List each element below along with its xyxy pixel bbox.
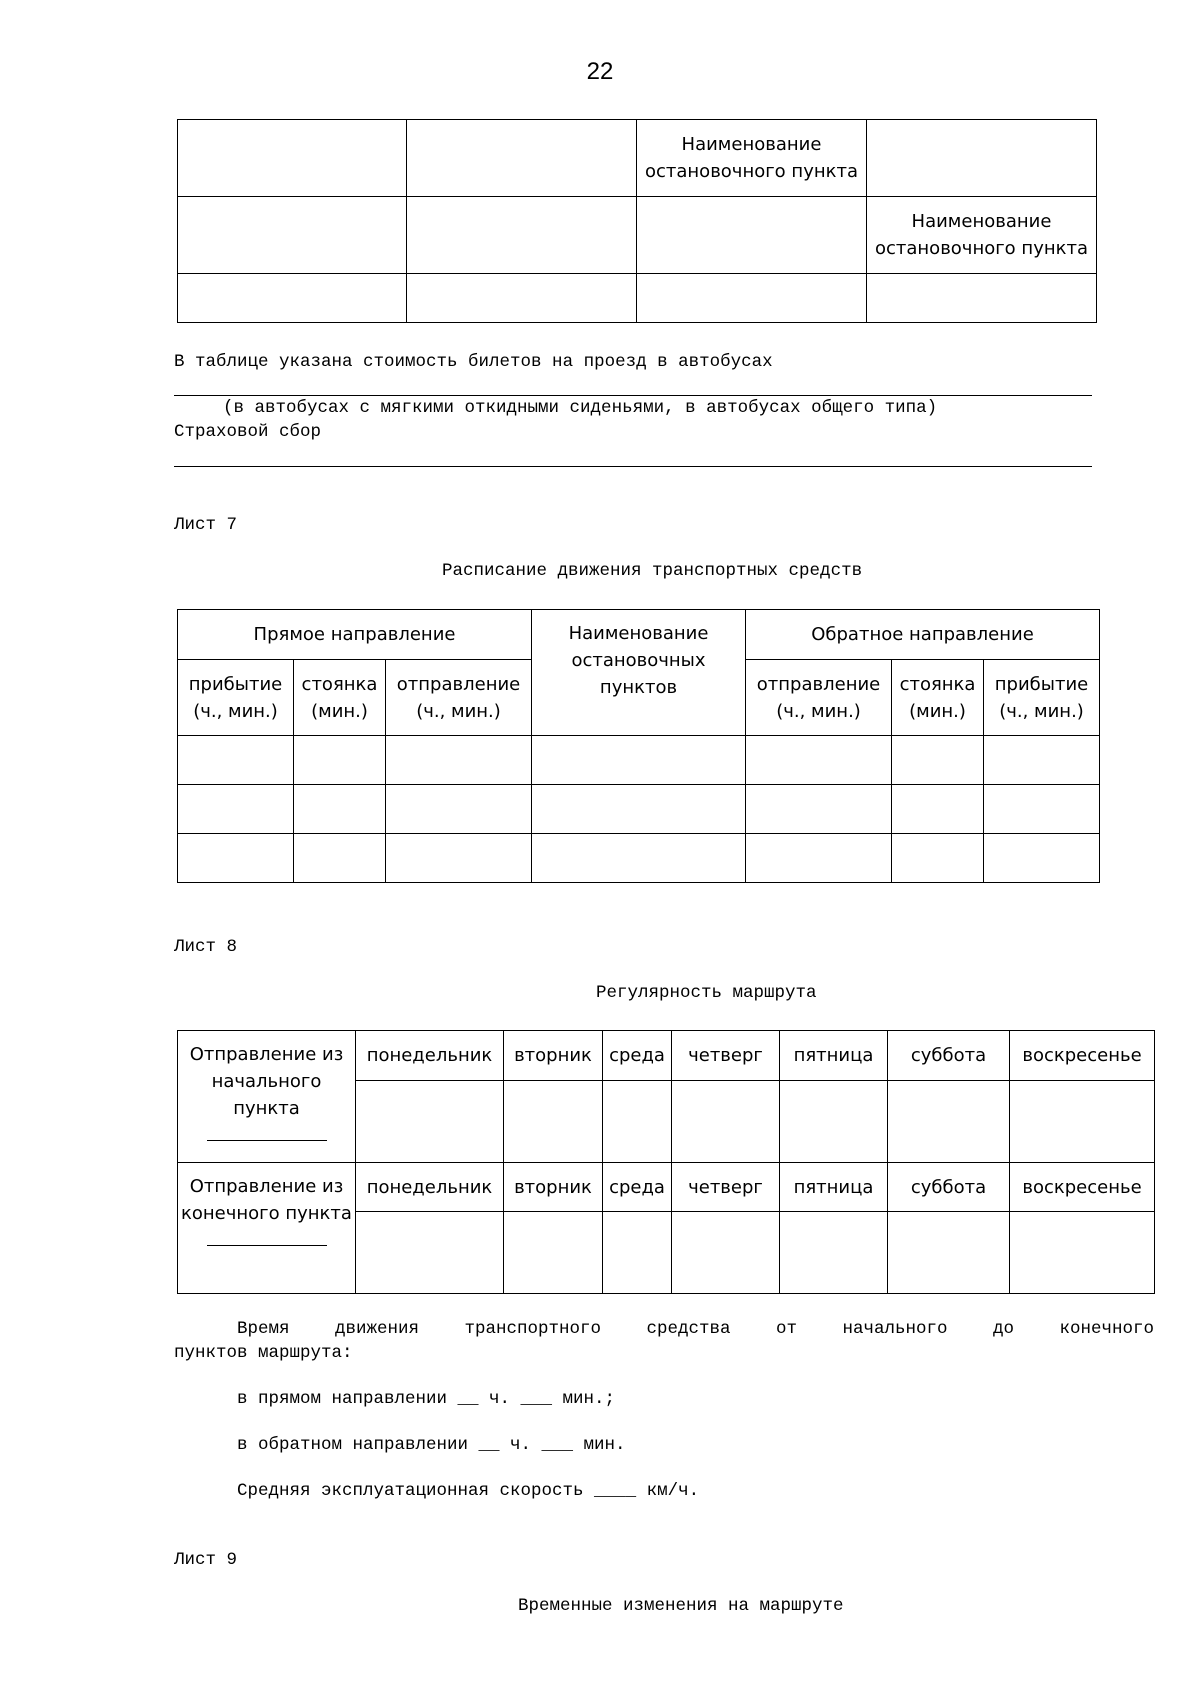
day-header: понедельник	[356, 1031, 504, 1081]
sheet-title: Регулярность маршрута	[596, 983, 817, 1003]
departure-header: отправление (ч., мин.)	[746, 660, 892, 736]
schedule-cell	[984, 785, 1100, 834]
departure-start-label: Отправление из начального пункта	[189, 1044, 344, 1119]
stop-name-cell: Наименование остановочного пункта	[637, 120, 867, 197]
day-header: четверг	[672, 1031, 780, 1081]
forward-direction-header: Прямое направление	[178, 610, 532, 660]
blank-underline	[207, 1140, 327, 1141]
day-header: среда	[603, 1163, 672, 1212]
schedule-cell	[178, 736, 294, 785]
blank-line	[174, 466, 1092, 467]
fare-cell	[867, 120, 1097, 197]
blank-line	[174, 395, 1092, 396]
schedule-cell	[294, 834, 386, 883]
fare-cell	[407, 120, 637, 197]
day-cell	[356, 1212, 504, 1294]
stop-names-header: Наименование остановочных пунктов	[532, 610, 746, 736]
day-cell	[1010, 1212, 1155, 1294]
day-cell	[780, 1081, 888, 1163]
parking-header: стоянка (мин.)	[892, 660, 984, 736]
forward-travel-time: в прямом направлении __ ч. ___ мин.;	[237, 1389, 616, 1409]
day-cell	[888, 1212, 1010, 1294]
schedule-cell	[294, 785, 386, 834]
day-cell	[888, 1081, 1010, 1163]
sheet-label: Лист 8	[174, 937, 238, 957]
sheet-label: Лист 7	[174, 515, 238, 535]
schedule-cell	[892, 834, 984, 883]
fare-note-hint: (в автобусах с мягкими откидными сиденьями, в автобусах общего типа)	[223, 398, 938, 418]
arrival-header: прибытие (ч., мин.)	[178, 660, 294, 736]
regularity-table	[177, 1030, 1155, 1294]
fare-cell	[637, 197, 867, 274]
schedule-cell	[532, 785, 746, 834]
schedule-cell	[892, 785, 984, 834]
day-header: вторник	[504, 1031, 603, 1081]
schedule-cell	[984, 834, 1100, 883]
parking-header: стоянка (мин.)	[294, 660, 386, 736]
day-cell	[603, 1212, 672, 1294]
day-cell	[504, 1081, 603, 1163]
schedule-cell	[178, 785, 294, 834]
day-header: суббота	[888, 1031, 1010, 1081]
schedule-cell	[746, 834, 892, 883]
day-header: понедельник	[356, 1163, 504, 1212]
travel-time-line: Время движения транспортного средства от начального до конечного	[237, 1319, 1154, 1339]
schedule-cell	[746, 736, 892, 785]
day-cell	[603, 1081, 672, 1163]
fare-note-line: В таблице указана стоимость билетов на проезд в автобусах	[174, 352, 773, 372]
day-header: воскресенье	[1010, 1163, 1155, 1212]
day-header: пятница	[780, 1031, 888, 1081]
schedule-cell	[294, 736, 386, 785]
insurance-fee-label: Страховой сбор	[174, 422, 322, 442]
departure-end-header	[178, 1163, 356, 1294]
fare-cell	[407, 274, 637, 323]
schedule-cell	[532, 736, 746, 785]
schedule-cell	[178, 834, 294, 883]
sheet-title: Временные изменения на маршруте	[518, 1596, 844, 1616]
day-cell	[356, 1081, 504, 1163]
fare-cell	[178, 120, 407, 197]
fare-cell	[407, 197, 637, 274]
day-header: пятница	[780, 1163, 888, 1212]
fare-cell	[867, 274, 1097, 323]
day-cell	[780, 1212, 888, 1294]
day-header: среда	[603, 1031, 672, 1081]
day-cell	[672, 1081, 780, 1163]
day-header: воскресенье	[1010, 1031, 1155, 1081]
fare-cell	[178, 197, 407, 274]
day-header: вторник	[504, 1163, 603, 1212]
schedule-cell	[386, 736, 532, 785]
blank-underline	[207, 1245, 327, 1246]
schedule-cell	[892, 736, 984, 785]
average-speed: Средняя эксплуатационная скорость ____ км/ч.	[237, 1481, 700, 1501]
backward-direction-header: Обратное направление	[746, 610, 1100, 660]
schedule-cell	[984, 736, 1100, 785]
backward-travel-time: в обратном направлении __ ч. ___ мин.	[237, 1435, 626, 1455]
schedule-cell	[532, 834, 746, 883]
schedule-cell	[386, 785, 532, 834]
fare-cell	[178, 274, 407, 323]
schedule-cell	[386, 834, 532, 883]
stop-name-cell: Наименование остановочного пункта	[867, 197, 1097, 274]
travel-time-line: пунктов маршрута:	[174, 1343, 353, 1363]
schedule-cell	[746, 785, 892, 834]
day-cell	[504, 1212, 603, 1294]
departure-end-label: Отправление из конечного пункта	[181, 1176, 352, 1224]
day-header: четверг	[672, 1163, 780, 1212]
fare-cell	[637, 274, 867, 323]
arrival-header: прибытие (ч., мин.)	[984, 660, 1100, 736]
departure-start-header	[178, 1031, 356, 1163]
fare-table	[177, 119, 1097, 323]
departure-header: отправление (ч., мин.)	[386, 660, 532, 736]
schedule-table	[177, 609, 1100, 883]
day-cell	[672, 1212, 780, 1294]
sheet-label: Лист 9	[174, 1550, 238, 1570]
page-number: 22	[586, 58, 614, 85]
day-cell	[1010, 1081, 1155, 1163]
sheet-title: Расписание движения транспортных средств	[442, 561, 863, 581]
day-header: суббота	[888, 1163, 1010, 1212]
